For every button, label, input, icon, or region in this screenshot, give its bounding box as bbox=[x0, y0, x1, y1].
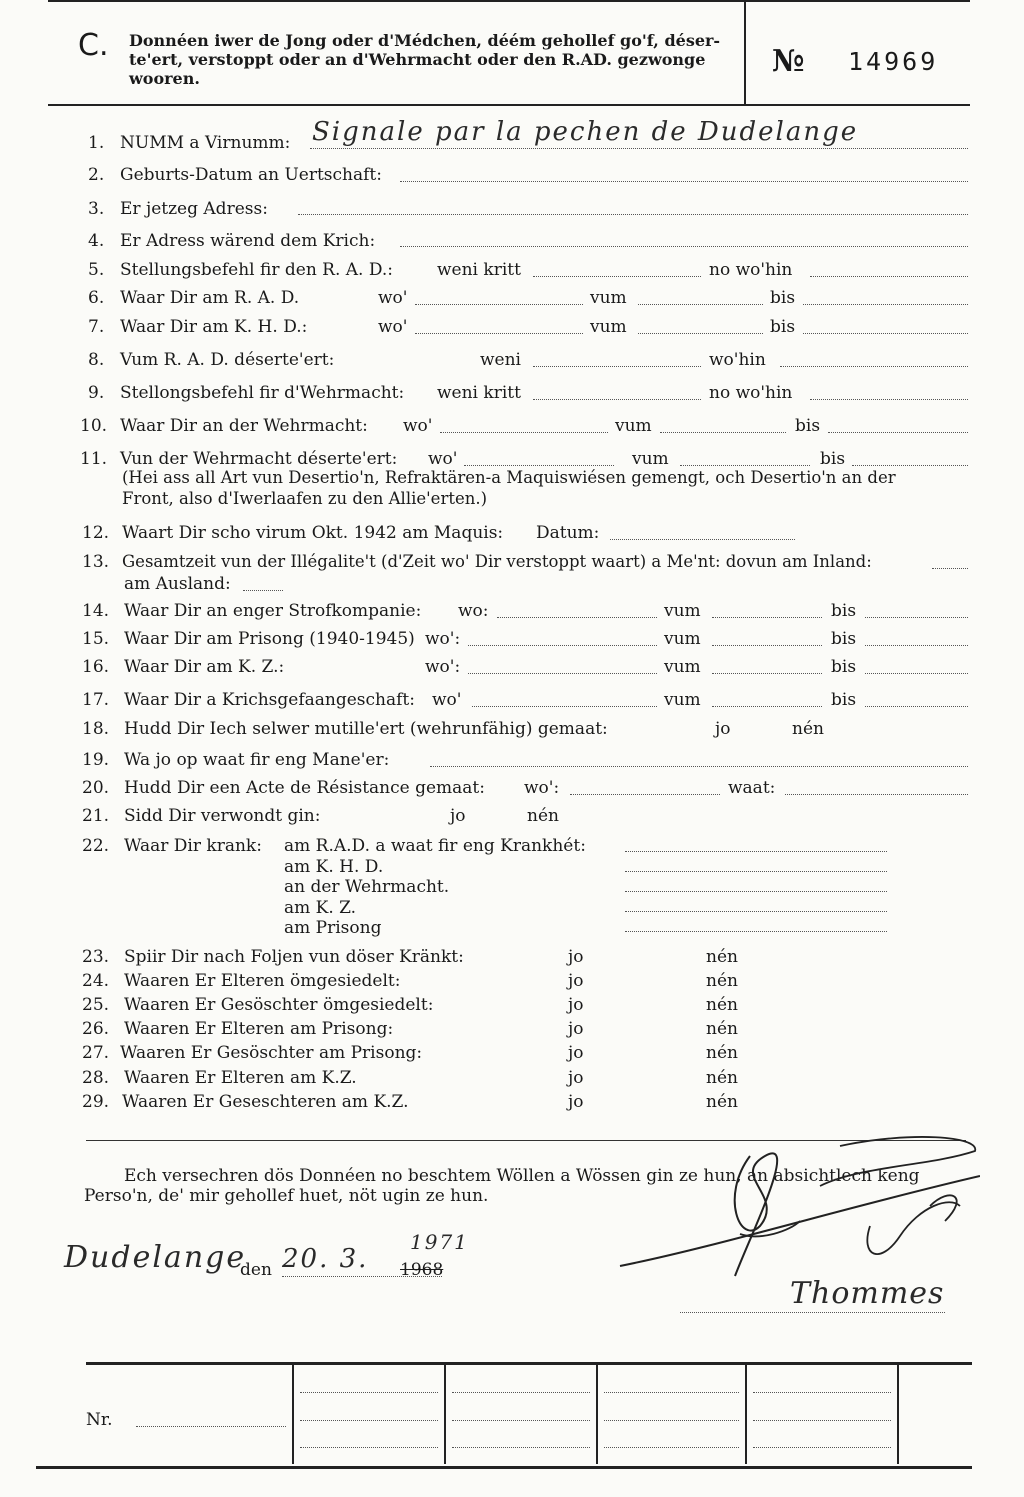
footer-cell-line bbox=[452, 1420, 590, 1421]
item-22-line-1 bbox=[625, 851, 887, 852]
item-12-line bbox=[610, 539, 795, 540]
item-16-from: vum bbox=[664, 657, 701, 677]
handwritten-name: Signale par la pechen de Dudelange bbox=[312, 117, 859, 147]
item-13-line-inland bbox=[932, 568, 968, 569]
item-18-number: 18. bbox=[82, 719, 110, 739]
item-17-where: wo' bbox=[432, 690, 462, 710]
item-20-number: 20. bbox=[82, 778, 110, 798]
nr-line bbox=[136, 1426, 286, 1427]
item-9-where: no wo'hin bbox=[709, 383, 793, 403]
item-28-label: Waaren Er Elteren am K.Z. bbox=[124, 1068, 357, 1088]
item-23-no: nén bbox=[706, 947, 738, 967]
item-10-where: wo' bbox=[403, 416, 433, 436]
item-22-sub-wehrmacht: an der Wehrmacht. bbox=[284, 877, 450, 897]
item-8-where: wo'hin bbox=[709, 350, 766, 370]
nr-label: Nr. bbox=[86, 1410, 113, 1430]
date-den-label: den bbox=[240, 1260, 272, 1280]
item-25-number: 25. bbox=[82, 995, 110, 1015]
item-8-line-a bbox=[533, 366, 701, 367]
item-23-number: 23. bbox=[82, 947, 110, 967]
item-17-line-a bbox=[472, 706, 657, 707]
item-21-label: Sidd Dir verwondt gin: bbox=[124, 806, 321, 826]
item-15-line-a bbox=[468, 645, 657, 646]
item-29-no: nén bbox=[706, 1092, 738, 1112]
item-7-where: wo' bbox=[378, 317, 408, 337]
item-27-label: Waaren Er Gesöschter am Prisong: bbox=[120, 1043, 423, 1063]
item-15-to: bis bbox=[831, 629, 857, 649]
item-20-line-b bbox=[785, 794, 968, 795]
item-2-label: Geburts-Datum an Uertschaft: bbox=[120, 165, 382, 185]
declaration-line-1: Ech versechren dös Donnéen no beschtem Wöllen a Wössen gin ze hun, an absichtlech keng bbox=[124, 1166, 920, 1186]
item-7-line-c bbox=[803, 333, 968, 334]
item-11-line-a bbox=[464, 465, 614, 466]
item-6-line-a bbox=[415, 304, 583, 305]
item-6-number: 6. bbox=[88, 288, 105, 308]
footer-col-2 bbox=[444, 1364, 446, 1464]
item-5-line-a bbox=[533, 276, 701, 277]
item-16-label: Waar Dir am K. Z.: bbox=[124, 657, 285, 677]
item-17-to: bis bbox=[831, 690, 857, 710]
item-3-label: Er jetzeg Adress: bbox=[120, 199, 268, 219]
item-17-number: 17. bbox=[82, 690, 110, 710]
item-8-number: 8. bbox=[88, 350, 105, 370]
item-24-number: 24. bbox=[82, 971, 110, 991]
item-15-from: vum bbox=[664, 629, 701, 649]
handwritten-place: Dudelange bbox=[64, 1240, 247, 1275]
item-1-number: 1. bbox=[88, 133, 105, 153]
item-10-number: 10. bbox=[80, 416, 108, 436]
item-22-label: Waar Dir krank: bbox=[124, 836, 262, 856]
header-title-line-3: wooren. bbox=[129, 69, 200, 88]
footer-cell-line bbox=[300, 1392, 438, 1393]
footer-cell-line bbox=[300, 1447, 438, 1448]
item-14-line-b bbox=[712, 617, 822, 618]
header-top-rule bbox=[48, 0, 970, 2]
footer-col-1 bbox=[292, 1364, 294, 1464]
footer-cell-line bbox=[604, 1420, 739, 1421]
declaration-line-2: Perso'n, de' mir gehollef huet, nöt ugin ze hun. bbox=[84, 1186, 489, 1206]
item-11-number: 11. bbox=[80, 449, 108, 469]
item-27-no: nén bbox=[706, 1043, 738, 1063]
item-8-line-b bbox=[780, 366, 968, 367]
item-14-to: bis bbox=[831, 601, 857, 621]
date-line bbox=[282, 1276, 442, 1277]
form-letter: C. bbox=[78, 28, 109, 63]
item-10-from: vum bbox=[615, 416, 652, 436]
footer-top-rule bbox=[86, 1362, 972, 1365]
item-7-label: Waar Dir am K. H. D.: bbox=[120, 317, 308, 337]
item-14-where: wo: bbox=[458, 601, 489, 621]
item-11-note-1: (Hei ass all Art vun Desertio'n, Refraktären-a Maquiswiésen gemengt, och Desertio'n an der bbox=[122, 468, 896, 487]
item-26-yes: jo bbox=[568, 1019, 584, 1039]
item-11-label: Vun der Wehrmacht déserte'ert: bbox=[120, 449, 398, 469]
item-22-sub-kz: am K. Z. bbox=[284, 898, 357, 918]
item-14-label: Waar Dir an enger Strofkompanie: bbox=[124, 601, 422, 621]
item-10-label: Waar Dir an der Wehrmacht: bbox=[120, 416, 368, 436]
item-13-number: 13. bbox=[82, 552, 110, 572]
item-6-to: bis bbox=[770, 288, 796, 308]
printed-year: 1968 bbox=[400, 1260, 444, 1280]
item-17-line-b bbox=[712, 706, 822, 707]
item-2-line bbox=[400, 181, 968, 182]
item-9-number: 9. bbox=[88, 383, 105, 403]
item-21-number: 21. bbox=[82, 806, 110, 826]
item-14-number: 14. bbox=[82, 601, 110, 621]
item-28-no: nén bbox=[706, 1068, 738, 1088]
item-4-number: 4. bbox=[88, 231, 105, 251]
item-14-from: vum bbox=[664, 601, 701, 621]
item-9-line-b bbox=[810, 399, 968, 400]
item-29-yes: jo bbox=[568, 1092, 584, 1112]
item-13-label: Gesamtzeit vun der Illégalite't (d'Zeit wo' Dir verstoppt waart) a Me'nt: dovun am Inland: bbox=[122, 552, 872, 571]
item-2-number: 2. bbox=[88, 165, 105, 185]
item-21-no: nén bbox=[527, 806, 559, 826]
item-16-line-c bbox=[865, 673, 968, 674]
item-24-no: nén bbox=[706, 971, 738, 991]
item-29-label: Waaren Er Geseschteren am K.Z. bbox=[122, 1092, 409, 1112]
item-14-line-c bbox=[865, 617, 968, 618]
header-title-line-1: Donnéen iwer de Jong oder d'Médchen, déém gehollef go'f, déser- bbox=[129, 31, 721, 50]
item-22-line-5 bbox=[625, 931, 887, 932]
item-22-line-2 bbox=[625, 871, 887, 872]
item-25-no: nén bbox=[706, 995, 738, 1015]
item-28-number: 28. bbox=[82, 1068, 110, 1088]
item-15-label: Waar Dir am Prisong (1940-1945) bbox=[124, 629, 415, 649]
signature-line bbox=[680, 1312, 945, 1313]
number-sign: № bbox=[772, 44, 805, 79]
item-18-label: Hudd Dir Iech selwer mutille'ert (wehrunfähig) gemaat: bbox=[124, 719, 608, 739]
item-22-line-3 bbox=[625, 891, 887, 892]
item-8-when: weni bbox=[480, 350, 521, 370]
item-4-label: Er Adress wärend dem Krich: bbox=[120, 231, 376, 251]
item-18-yes: jo bbox=[715, 719, 731, 739]
item-1-label: NUMM a Virnumm: bbox=[120, 133, 291, 153]
item-8-label: Vum R. A. D. déserte'ert: bbox=[120, 350, 335, 370]
header-title-line-2: te'ert, verstoppt oder an d'Wehrmacht oder den R.AD. gezwonge bbox=[129, 50, 706, 69]
item-11-where: wo' bbox=[428, 449, 458, 469]
item-11-note-2: Front, also d'Iwerlaafen zu den Allie'erten.) bbox=[122, 489, 488, 508]
item-9-when: weni kritt bbox=[437, 383, 521, 403]
footer-cell-line bbox=[604, 1447, 739, 1448]
item-12-date: Datum: bbox=[536, 523, 600, 543]
footer-bottom-rule bbox=[36, 1466, 972, 1469]
handwritten-year: 1971 bbox=[410, 1230, 469, 1254]
item-11-line-b bbox=[680, 465, 810, 466]
item-22-number: 22. bbox=[82, 836, 110, 856]
footer-cell-line bbox=[753, 1420, 891, 1421]
item-10-line-b bbox=[660, 432, 786, 433]
footer-col-5 bbox=[897, 1364, 899, 1464]
item-3-number: 3. bbox=[88, 199, 105, 219]
item-15-where: wo': bbox=[425, 629, 461, 649]
item-16-number: 16. bbox=[82, 657, 110, 677]
item-17-label: Waar Dir a Krichsgefaangeschaft: bbox=[124, 690, 415, 710]
item-3-line bbox=[298, 214, 968, 215]
item-20-label: Hudd Dir een Acte de Résistance gemaat: bbox=[124, 778, 485, 798]
item-20-where: wo': bbox=[524, 778, 560, 798]
signature-drawing bbox=[600, 1126, 980, 1346]
item-5-label: Stellungsbefehl fir den R. A. D.: bbox=[120, 260, 394, 280]
header-divider bbox=[744, 0, 746, 104]
item-11-to: bis bbox=[820, 449, 846, 469]
item-10-to: bis bbox=[795, 416, 821, 436]
item-15-line-b bbox=[712, 645, 822, 646]
item-21-yes: jo bbox=[450, 806, 466, 826]
item-17-line-c bbox=[865, 706, 968, 707]
item-20-line-a bbox=[570, 794, 720, 795]
item-6-where: wo' bbox=[378, 288, 408, 308]
item-13-line-abroad bbox=[243, 590, 283, 591]
item-24-label: Waaren Er Elteren ömgesiedelt: bbox=[124, 971, 401, 991]
item-5-line-b bbox=[810, 276, 968, 277]
item-16-line-a bbox=[468, 673, 657, 674]
item-22-sub-prisong: am Prisong bbox=[284, 918, 382, 938]
item-27-yes: jo bbox=[568, 1043, 584, 1063]
item-22-line-4 bbox=[625, 911, 887, 912]
item-14-line-a bbox=[497, 617, 657, 618]
footer-cell-line bbox=[753, 1392, 891, 1393]
item-5-when: weni kritt bbox=[437, 260, 521, 280]
item-7-line-a bbox=[415, 333, 583, 334]
item-7-number: 7. bbox=[88, 317, 105, 337]
item-18-no: nén bbox=[792, 719, 824, 739]
item-6-line-b bbox=[638, 304, 763, 305]
item-27-number: 27. bbox=[82, 1043, 110, 1063]
item-26-label: Waaren Er Elteren am Prisong: bbox=[124, 1019, 394, 1039]
header-bottom-rule bbox=[48, 104, 970, 106]
item-7-from: vum bbox=[590, 317, 627, 337]
item-23-yes: jo bbox=[568, 947, 584, 967]
item-25-yes: jo bbox=[568, 995, 584, 1015]
item-19-number: 19. bbox=[82, 750, 110, 770]
item-16-line-b bbox=[712, 673, 822, 674]
item-29-number: 29. bbox=[82, 1092, 110, 1112]
item-6-line-c bbox=[803, 304, 968, 305]
item-12-label: Waart Dir scho virum Okt. 1942 am Maquis: bbox=[122, 523, 504, 543]
item-16-to: bis bbox=[831, 657, 857, 677]
item-11-from: vum bbox=[632, 449, 669, 469]
footer-cell-line bbox=[452, 1447, 590, 1448]
item-22-sub-khd: am K. H. D. bbox=[284, 857, 384, 877]
item-23-label: Spiir Dir nach Foljen vun döser Kränkt: bbox=[124, 947, 464, 967]
item-15-number: 15. bbox=[82, 629, 110, 649]
item-26-no: nén bbox=[706, 1019, 738, 1039]
item-17-from: vum bbox=[664, 690, 701, 710]
footer-cell-line bbox=[753, 1447, 891, 1448]
item-19-label: Wa jo op waat fir eng Mane'er: bbox=[124, 750, 390, 770]
item-9-label: Stellongsbefehl fir d'Wehrmacht: bbox=[120, 383, 405, 403]
item-1-line bbox=[310, 148, 968, 149]
item-11-line-c bbox=[852, 465, 968, 466]
item-5-number: 5. bbox=[88, 260, 105, 280]
item-13-abroad: am Ausland: bbox=[124, 574, 231, 594]
item-9-line-a bbox=[533, 399, 701, 400]
footer-cell-line bbox=[452, 1392, 590, 1393]
handwritten-date: 20. 3. bbox=[282, 1244, 369, 1274]
item-22-sub-rad: am R.A.D. a waat fir eng Krankhét: bbox=[284, 836, 586, 856]
footer-cell-line bbox=[604, 1392, 739, 1393]
item-10-line-c bbox=[828, 432, 968, 433]
footer-cell-line bbox=[300, 1420, 438, 1421]
signature-name: Thommes bbox=[790, 1276, 945, 1311]
item-19-line bbox=[430, 766, 968, 767]
item-7-to: bis bbox=[770, 317, 796, 337]
item-20-what: waat: bbox=[728, 778, 776, 798]
item-26-number: 26. bbox=[82, 1019, 110, 1039]
item-28-yes: jo bbox=[568, 1068, 584, 1088]
item-6-label: Waar Dir am R. A. D. bbox=[120, 288, 300, 308]
item-4-line bbox=[400, 246, 968, 247]
form-number: 14969 bbox=[848, 47, 939, 76]
footer-col-3 bbox=[596, 1364, 598, 1464]
item-24-yes: jo bbox=[568, 971, 584, 991]
item-10-line-a bbox=[440, 432, 608, 433]
item-7-line-b bbox=[638, 333, 763, 334]
footer-col-4 bbox=[745, 1364, 747, 1464]
item-15-line-c bbox=[865, 645, 968, 646]
item-12-number: 12. bbox=[82, 523, 110, 543]
item-25-label: Waaren Er Gesöschter ömgesiedelt: bbox=[124, 995, 434, 1015]
item-5-where: no wo'hin bbox=[709, 260, 793, 280]
item-6-from: vum bbox=[590, 288, 627, 308]
item-16-where: wo': bbox=[425, 657, 461, 677]
